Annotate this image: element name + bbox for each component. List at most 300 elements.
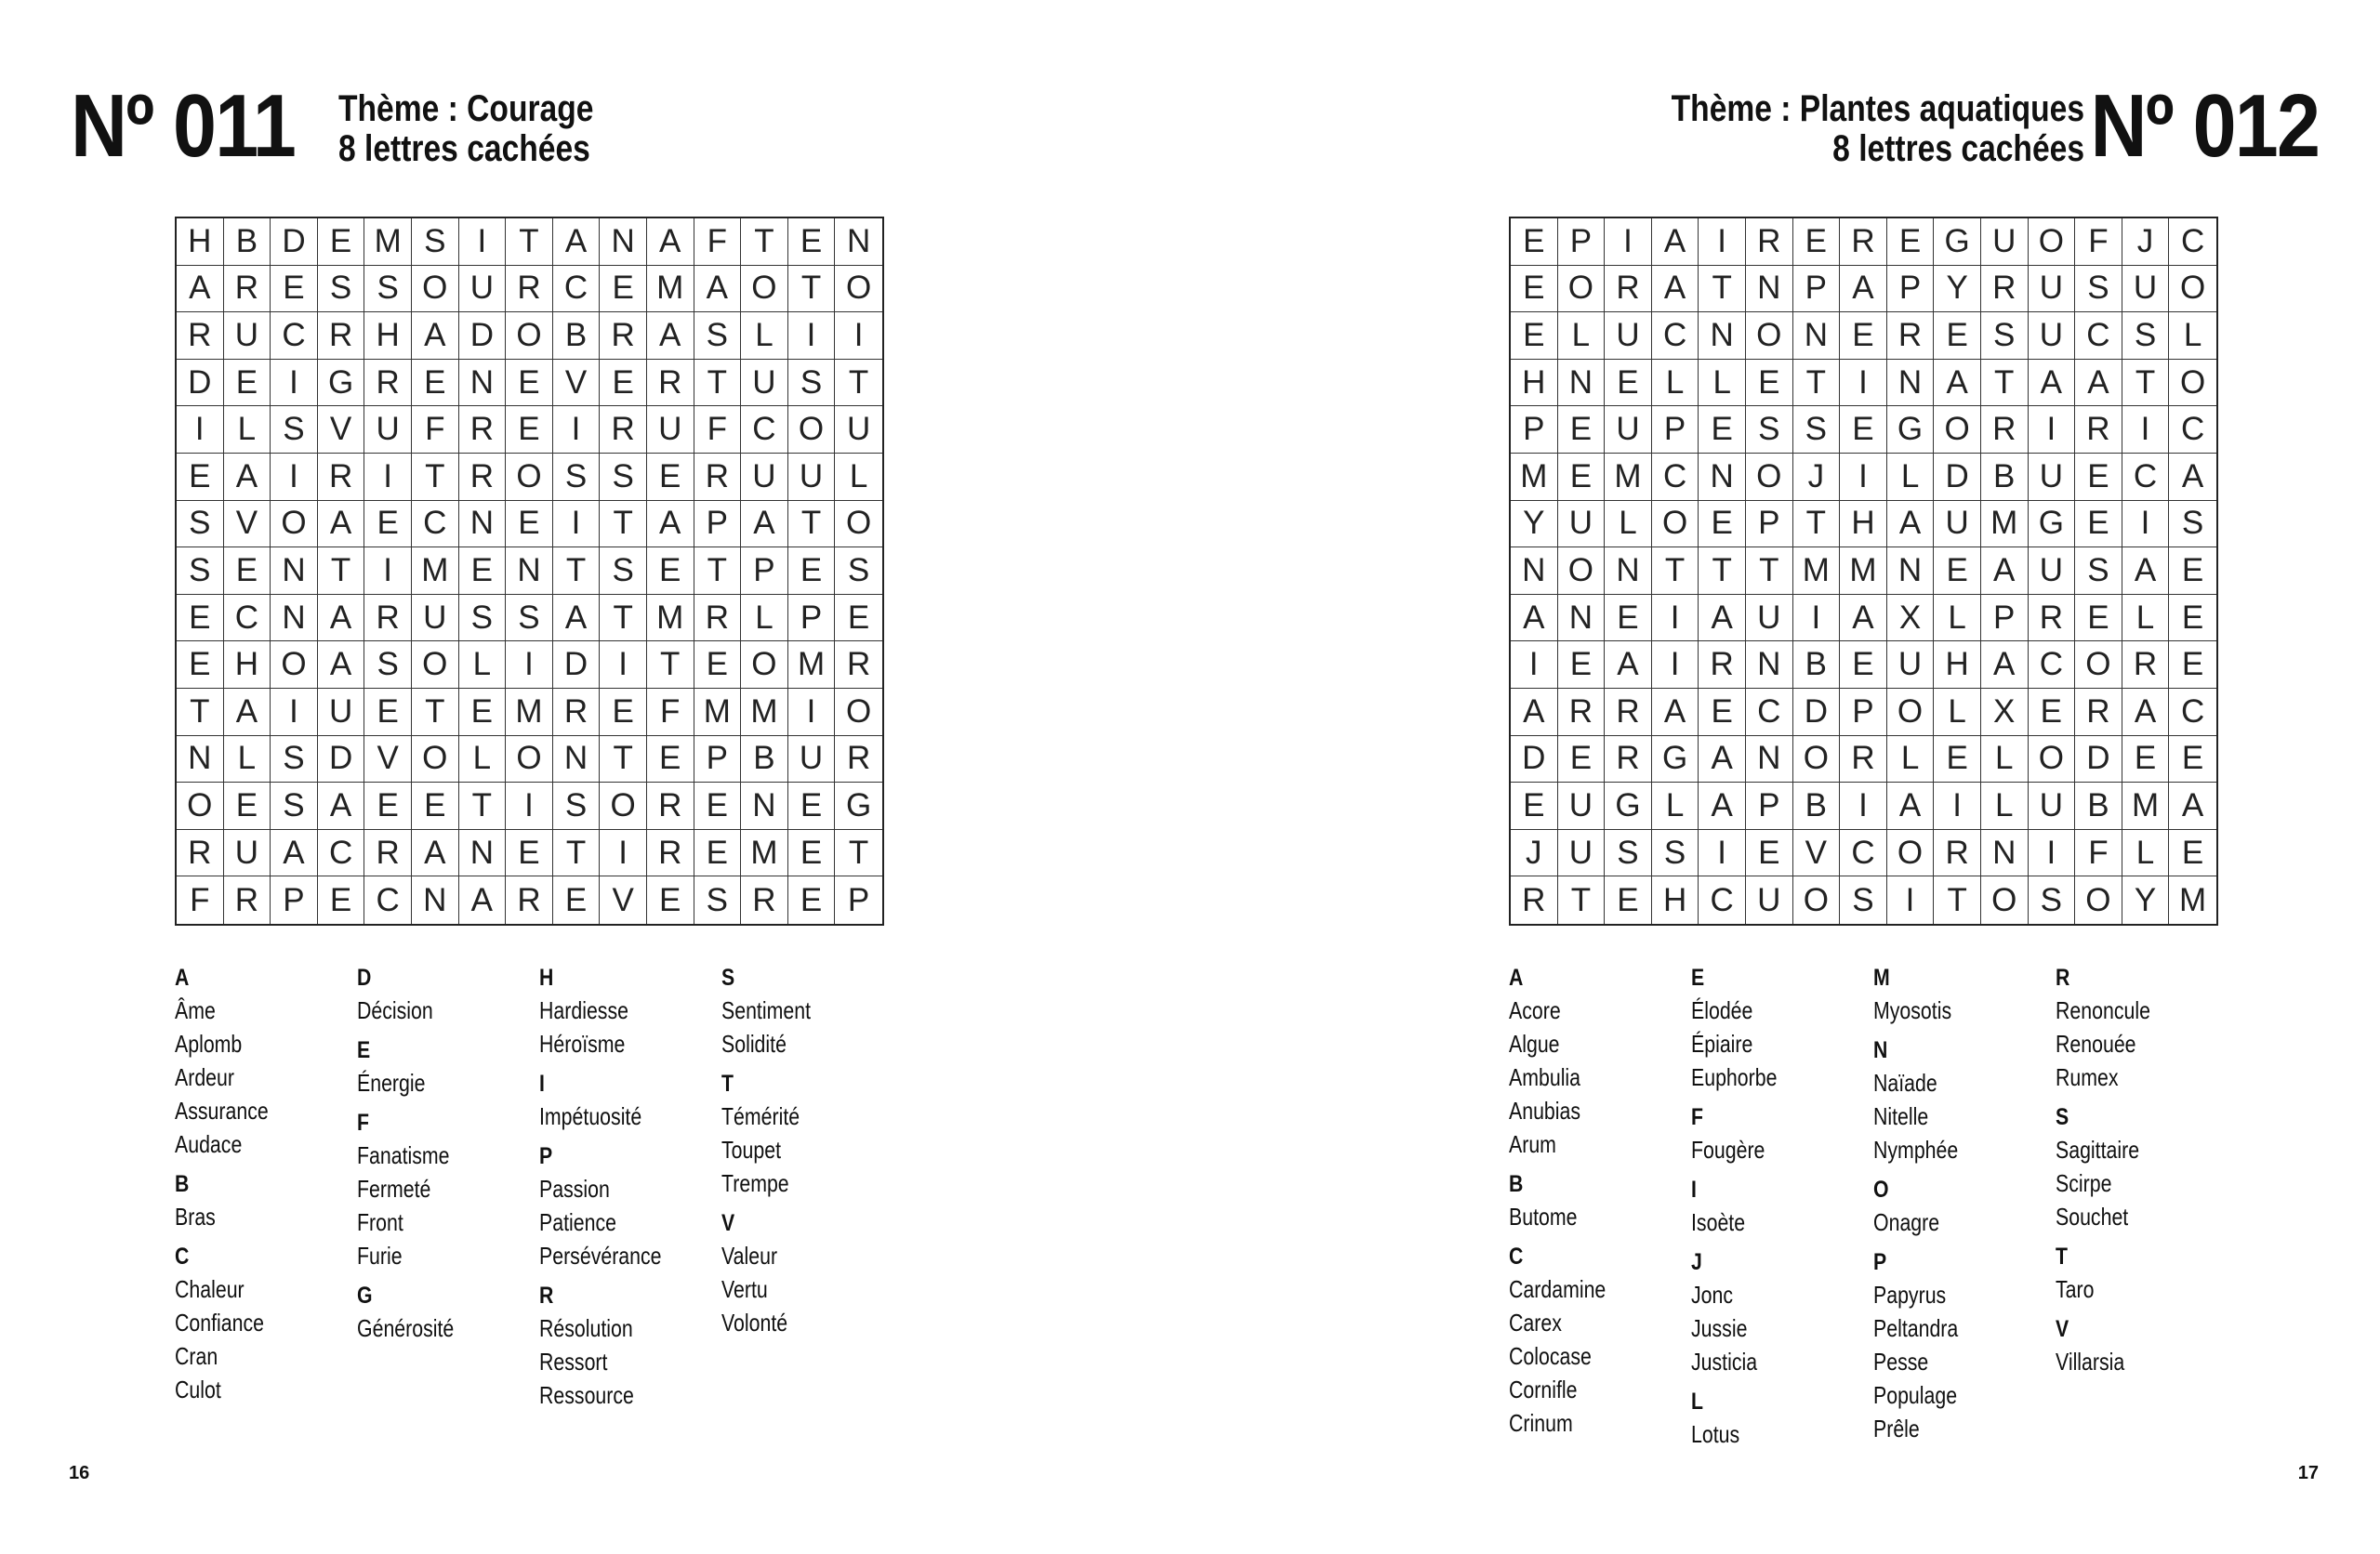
- grid-cell: N: [506, 547, 553, 595]
- word-item: Naïade: [1873, 1069, 1937, 1097]
- grid-cell: S: [1605, 830, 1652, 877]
- word-item: Sentiment: [721, 996, 812, 1024]
- grid-cell: P: [1652, 406, 1699, 454]
- word-group-letter: T: [2056, 1244, 2068, 1270]
- word-item: Vertu: [721, 1275, 768, 1303]
- word-item: Ressort: [539, 1348, 608, 1376]
- grid-cell: E: [177, 641, 224, 689]
- grid-cell: E: [2075, 501, 2122, 548]
- word-group: [357, 1108, 539, 1272]
- word-item: Nitelle: [1873, 1102, 1929, 1130]
- grid-cell: C: [1652, 312, 1699, 360]
- grid-cell: R: [647, 783, 694, 830]
- grid-cell: L: [1652, 360, 1699, 407]
- grid-cell: C: [2075, 312, 2122, 360]
- grid-cell: S: [177, 501, 224, 548]
- grid-cell: R: [2029, 595, 2076, 642]
- grid-cell: B: [2075, 783, 2122, 830]
- grid-cell: L: [1887, 736, 1935, 784]
- word-list-column: [1509, 963, 1691, 1451]
- grid-cell: O: [835, 689, 882, 736]
- grid-cell: U: [2029, 547, 2076, 595]
- grid-cell: T: [1699, 547, 1746, 595]
- grid-cell: O: [1746, 312, 1793, 360]
- word-item: Impétuosité: [539, 1102, 642, 1130]
- grid-cell: F: [694, 406, 742, 454]
- page-number: 17: [2297, 1463, 2319, 1483]
- word-item: Ressource: [539, 1381, 634, 1409]
- word-list: [175, 963, 904, 1412]
- grid-cell: U: [224, 830, 271, 877]
- grid-cell: R: [1934, 830, 1981, 877]
- grid-cell: A: [1652, 266, 1699, 313]
- grid-cell: U: [224, 312, 271, 360]
- grid-cell: S: [2122, 312, 2170, 360]
- grid-cell: P: [847, 881, 870, 918]
- grid-cell: S: [177, 547, 224, 595]
- grid-cell: T: [788, 501, 836, 548]
- grid-cell: O: [271, 501, 318, 548]
- grid-cell: T: [1652, 547, 1699, 595]
- grid-cell: R: [647, 360, 694, 407]
- grid-cell: E: [1840, 312, 1887, 360]
- grid-cell: A: [1840, 266, 1887, 313]
- right-page: [1190, 0, 2380, 1554]
- grid-cell: B: [1981, 454, 2029, 501]
- grid-cell: I: [1652, 595, 1699, 642]
- grid-cell: O: [506, 736, 553, 784]
- grid-cell: M: [1981, 501, 2029, 548]
- word-group-letter: V: [721, 1210, 735, 1236]
- grid-cell: E: [364, 783, 412, 830]
- grid-cell: O: [2029, 218, 2076, 266]
- grid-cell: I: [1699, 218, 1746, 266]
- grid-cell: U: [835, 406, 882, 454]
- grid-cell: T: [1934, 876, 1981, 924]
- word-list-column: [2056, 963, 2238, 1451]
- grid-cell: M: [1511, 454, 1558, 501]
- grid-cell: A: [1887, 783, 1935, 830]
- grid-cell: A: [2075, 360, 2122, 407]
- word-group: [357, 963, 539, 1027]
- word-group-letter: P: [539, 1143, 553, 1169]
- grid-cell: R: [694, 595, 742, 642]
- grid-cell: I: [364, 547, 412, 595]
- grid-cell: E: [788, 218, 836, 266]
- grid-cell: O: [2169, 360, 2216, 407]
- grid-cell: M: [647, 266, 694, 313]
- grid-cell: S: [1840, 876, 1887, 924]
- grid-cell: T: [694, 360, 742, 407]
- grid-cell: M: [647, 595, 694, 642]
- grid-cell: J: [1793, 454, 1841, 501]
- grid-cell: J: [1511, 830, 1558, 877]
- grid-cell: N: [1511, 547, 1558, 595]
- grid-cell: R: [1605, 736, 1652, 784]
- grid-cell: U: [459, 266, 507, 313]
- grid-cell: D: [318, 736, 365, 784]
- theme-title: Thème : Plantes aquatiques: [1671, 88, 2084, 129]
- grid-cell: L: [1558, 312, 1606, 360]
- word-item: Renouée: [2056, 1030, 2136, 1058]
- grid-cell: L: [1699, 360, 1746, 407]
- word-item: Nymphée: [1873, 1136, 1959, 1164]
- grid-cell: I: [600, 830, 647, 877]
- grid-cell: O: [741, 641, 788, 689]
- grid-cell: C: [2169, 406, 2216, 454]
- word-item: Butome: [1509, 1203, 1578, 1231]
- grid-cell: C: [364, 876, 412, 924]
- word-group: [1509, 963, 1691, 1161]
- grid-cell: V: [553, 360, 601, 407]
- word-item: Âme: [175, 996, 216, 1024]
- grid-cell: E: [1558, 454, 1606, 501]
- word-item: Sagittaire: [2056, 1136, 2140, 1164]
- word-list-column: [1691, 963, 1873, 1451]
- grid-cell: U: [2122, 266, 2170, 313]
- grid-cell: N: [459, 830, 507, 877]
- word-item: Culot: [175, 1376, 221, 1403]
- grid-cell: P: [788, 595, 836, 642]
- word-group: [357, 1281, 539, 1345]
- grid-cell: N: [1887, 360, 1935, 407]
- grid-cell: R: [1746, 218, 1793, 266]
- word-item: Scirpe: [2056, 1169, 2112, 1197]
- grid-cell: B: [224, 218, 271, 266]
- grid-cell: T: [1558, 876, 1606, 924]
- grid-cell: N: [600, 218, 647, 266]
- grid-cell: T: [1699, 266, 1746, 313]
- grid-cell: C: [2029, 641, 2076, 689]
- word-group: [539, 1069, 721, 1133]
- grid-cell: O: [271, 641, 318, 689]
- grid-cell: M: [364, 218, 412, 266]
- grid-cell: F: [412, 406, 459, 454]
- grid-cell: U: [1605, 406, 1652, 454]
- grid-cell: G: [2029, 501, 2076, 548]
- grid-cell: T: [600, 736, 647, 784]
- grid-cell: E: [177, 595, 224, 642]
- grid-cell: R: [364, 595, 412, 642]
- word-item: Carex: [1509, 1309, 1562, 1337]
- grid-cell: C: [318, 830, 365, 877]
- word-item: Patience: [539, 1208, 616, 1236]
- grid-cell: S: [2029, 876, 2076, 924]
- word-item: Témérité: [721, 1102, 800, 1130]
- grid-cell: R: [1605, 689, 1652, 736]
- grid-cell: A: [1887, 501, 1935, 548]
- word-item: Jonc: [1691, 1281, 1734, 1309]
- grid-cell: A: [694, 266, 742, 313]
- grid-cell: E: [318, 876, 365, 924]
- grid-cell: T: [553, 547, 601, 595]
- grid-cell: N: [1981, 830, 2029, 877]
- grid-cell: U: [647, 406, 694, 454]
- grid-cell: A: [1981, 547, 2029, 595]
- word-search-grid: [175, 217, 884, 926]
- grid-cell: C: [412, 501, 459, 548]
- grid-cell: E: [1934, 736, 1981, 784]
- grid-cell: O: [741, 266, 788, 313]
- grid-cell: E: [1840, 406, 1887, 454]
- grid-cell: T: [647, 641, 694, 689]
- grid-cell: E: [1699, 689, 1746, 736]
- grid-cell: C: [2169, 218, 2216, 266]
- grid-cell: M: [694, 689, 742, 736]
- grid-cell: M: [741, 830, 788, 877]
- grid-cell: S: [600, 454, 647, 501]
- grid-cell: A: [1511, 689, 1558, 736]
- grid-cell: U: [1934, 501, 1981, 548]
- grid-cell: E: [1511, 783, 1558, 830]
- grid-cell: Y: [1934, 266, 1981, 313]
- grid-cell: I: [271, 454, 318, 501]
- grid-cell: U: [1887, 641, 1935, 689]
- grid-cell: I: [600, 641, 647, 689]
- grid-cell: V: [364, 736, 412, 784]
- grid-cell: E: [506, 360, 553, 407]
- word-item: Prêle: [1873, 1415, 1920, 1442]
- grid-cell: I: [364, 454, 412, 501]
- grid-cell: E: [364, 689, 412, 736]
- grid-cell: E: [224, 547, 271, 595]
- word-item: Fougère: [1691, 1136, 1765, 1164]
- word-item: Cardamine: [1509, 1275, 1606, 1303]
- grid-cell: A: [1652, 218, 1699, 266]
- word-item: Volonté: [721, 1309, 788, 1337]
- grid-cell: A: [318, 501, 365, 548]
- grid-cell: H: [364, 312, 412, 360]
- word-group-letter: M: [1873, 965, 1890, 991]
- word-item: Confiance: [175, 1309, 265, 1337]
- grid-cell: S: [2075, 547, 2122, 595]
- grid-cell: C: [741, 406, 788, 454]
- grid-cell: T: [412, 454, 459, 501]
- word-item: Lotus: [1691, 1420, 1740, 1448]
- grid-cell: E: [1605, 876, 1652, 924]
- grid-cell: E: [1746, 830, 1793, 877]
- grid-cell: A: [553, 595, 601, 642]
- grid-cell: P: [741, 547, 788, 595]
- grid-cell: O: [2075, 876, 2122, 924]
- grid-cell: R: [694, 454, 742, 501]
- grid-cell: R: [318, 312, 365, 360]
- grid-cell: T: [1793, 360, 1841, 407]
- grid-cell: A: [1934, 360, 1981, 407]
- grid-cell: R: [647, 830, 694, 877]
- grid-cell: E: [694, 641, 742, 689]
- grid-cell: E: [1934, 312, 1981, 360]
- grid-cell: T: [694, 547, 742, 595]
- word-group: [175, 1242, 357, 1406]
- word-search-grid: [1509, 217, 2218, 926]
- grid-cell: T: [2122, 360, 2170, 407]
- grid-cell: E: [2075, 595, 2122, 642]
- grid-cell: T: [1746, 547, 1793, 595]
- grid-cell: I: [1840, 360, 1887, 407]
- grid-cell: E: [694, 830, 742, 877]
- word-group-letter: C: [175, 1244, 190, 1270]
- word-item: Décision: [357, 996, 433, 1024]
- grid-cell: R: [600, 406, 647, 454]
- grid-cell: L: [2122, 595, 2170, 642]
- word-item: Aplomb: [175, 1030, 243, 1058]
- word-item: Élodée: [1691, 996, 1753, 1024]
- word-group-letter: B: [175, 1171, 190, 1197]
- grid-cell: P: [1840, 689, 1887, 736]
- grid-cell: G: [1652, 736, 1699, 784]
- word-item: Audace: [175, 1130, 243, 1158]
- word-group-letter: O: [1873, 1177, 1889, 1203]
- grid-cell: L: [2122, 830, 2170, 877]
- grid-cell: V: [600, 876, 647, 924]
- grid-cell: S: [835, 547, 882, 595]
- word-group: [1691, 1247, 1873, 1378]
- word-item: Anubias: [1509, 1097, 1581, 1125]
- grid-cell: N: [459, 501, 507, 548]
- grid-cell: A: [1652, 689, 1699, 736]
- grid-cell: R: [835, 641, 882, 689]
- grid-cell: S: [459, 595, 507, 642]
- grid-cell: E: [271, 266, 318, 313]
- grid-cell: R: [741, 876, 788, 924]
- grid-cell: S: [694, 876, 742, 924]
- grid-cell: F: [694, 218, 742, 266]
- grid-cell: R: [224, 266, 271, 313]
- grid-cell: E: [1699, 501, 1746, 548]
- grid-cell: U: [2029, 783, 2076, 830]
- grid-cell: T: [459, 783, 507, 830]
- grid-cell: U: [2029, 266, 2076, 313]
- grid-cell: X: [1981, 689, 2029, 736]
- word-group: [175, 963, 357, 1161]
- grid-cell: O: [412, 266, 459, 313]
- word-item: Colocase: [1509, 1342, 1592, 1370]
- grid-cell: E: [2169, 736, 2216, 784]
- grid-cell: R: [506, 876, 553, 924]
- grid-cell: R: [318, 454, 365, 501]
- grid-cell: A: [2122, 689, 2170, 736]
- grid-cell: F: [177, 876, 224, 924]
- grid-cell: N: [1746, 736, 1793, 784]
- word-group-letter: V: [2056, 1316, 2069, 1342]
- theme-title: Thème : Courage: [338, 88, 594, 129]
- grid-cell: L: [2169, 312, 2216, 360]
- grid-cell: I: [1934, 783, 1981, 830]
- grid-cell: H: [1934, 641, 1981, 689]
- word-item: Énergie: [357, 1069, 426, 1097]
- grid-cell: S: [271, 406, 318, 454]
- word-group: [2056, 1102, 2238, 1233]
- word-group: [721, 1069, 904, 1200]
- grid-cell: A: [1699, 736, 1746, 784]
- grid-cell: I: [1887, 876, 1935, 924]
- grid-cell: T: [553, 830, 601, 877]
- grid-cell: O: [1558, 547, 1606, 595]
- word-list-column: [175, 963, 357, 1412]
- grid-cell: L: [1934, 595, 1981, 642]
- grid-cell: O: [1934, 406, 1981, 454]
- grid-cell: U: [318, 689, 365, 736]
- grid-cell: D: [1511, 736, 1558, 784]
- grid-cell: M: [412, 547, 459, 595]
- grid-cell: I: [1840, 454, 1887, 501]
- word-item: Hardiesse: [539, 996, 628, 1024]
- word-group-letter: E: [357, 1037, 371, 1063]
- word-group: [175, 1169, 357, 1233]
- grid-cell: A: [412, 830, 459, 877]
- grid-cell: E: [553, 876, 601, 924]
- grid-cell: U: [1746, 876, 1793, 924]
- word-group-letter: R: [2056, 965, 2070, 991]
- grid-cell: G: [1887, 406, 1935, 454]
- word-group-letter: F: [357, 1110, 369, 1136]
- word-item: Taro: [2056, 1275, 2095, 1303]
- grid-cell: N: [1793, 312, 1841, 360]
- grid-cell: S: [364, 266, 412, 313]
- word-group-letter: F: [1691, 1104, 1703, 1130]
- grid-cell: S: [271, 783, 318, 830]
- grid-cell: E: [224, 783, 271, 830]
- grid-cell: U: [2029, 312, 2076, 360]
- word-item: Trempe: [721, 1169, 789, 1197]
- grid-cell: I: [1605, 218, 1652, 266]
- word-item: Persévérance: [539, 1242, 662, 1270]
- grid-cell: I: [506, 783, 553, 830]
- grid-cell: O: [788, 406, 836, 454]
- grid-cell: U: [1558, 501, 1606, 548]
- grid-cell: A: [459, 876, 507, 924]
- grid-cell: N: [1699, 312, 1746, 360]
- grid-cell: G: [1605, 783, 1652, 830]
- grid-cell: E: [1840, 641, 1887, 689]
- grid-cell: R: [506, 266, 553, 313]
- grid-cell: T: [506, 218, 553, 266]
- grid-cell: E: [1558, 406, 1606, 454]
- grid-cell: O: [2169, 266, 2216, 313]
- grid-cell: S: [1652, 830, 1699, 877]
- grid-cell: M: [506, 689, 553, 736]
- word-group: [539, 1141, 721, 1272]
- grid-cell: V: [1793, 830, 1841, 877]
- grid-cell: P: [694, 736, 742, 784]
- word-group: [2056, 963, 2238, 1094]
- word-item: Résolution: [539, 1314, 633, 1342]
- word-item: Valeur: [721, 1242, 778, 1270]
- grid-cell: C: [224, 595, 271, 642]
- grid-cell: H: [177, 218, 224, 266]
- grid-cell: E: [1887, 218, 1935, 266]
- grid-cell: S: [1746, 406, 1793, 454]
- grid-cell: R: [1887, 312, 1935, 360]
- grid-cell: O: [2075, 641, 2122, 689]
- page-number: 16: [69, 1463, 90, 1483]
- grid-cell: R: [177, 312, 224, 360]
- grid-cell: T: [600, 501, 647, 548]
- grid-cell: D: [177, 360, 224, 407]
- grid-cell: L: [224, 736, 271, 784]
- word-group-letter: I: [539, 1071, 545, 1097]
- grid-cell: R: [459, 406, 507, 454]
- grid-cell: E: [506, 830, 553, 877]
- grid-cell: A: [318, 783, 365, 830]
- grid-cell: S: [1793, 406, 1841, 454]
- grid-cell: A: [647, 218, 694, 266]
- word-group: [1873, 1247, 2056, 1445]
- grid-cell: T: [318, 547, 365, 595]
- grid-cell: B: [1793, 783, 1841, 830]
- grid-cell: O: [1746, 454, 1793, 501]
